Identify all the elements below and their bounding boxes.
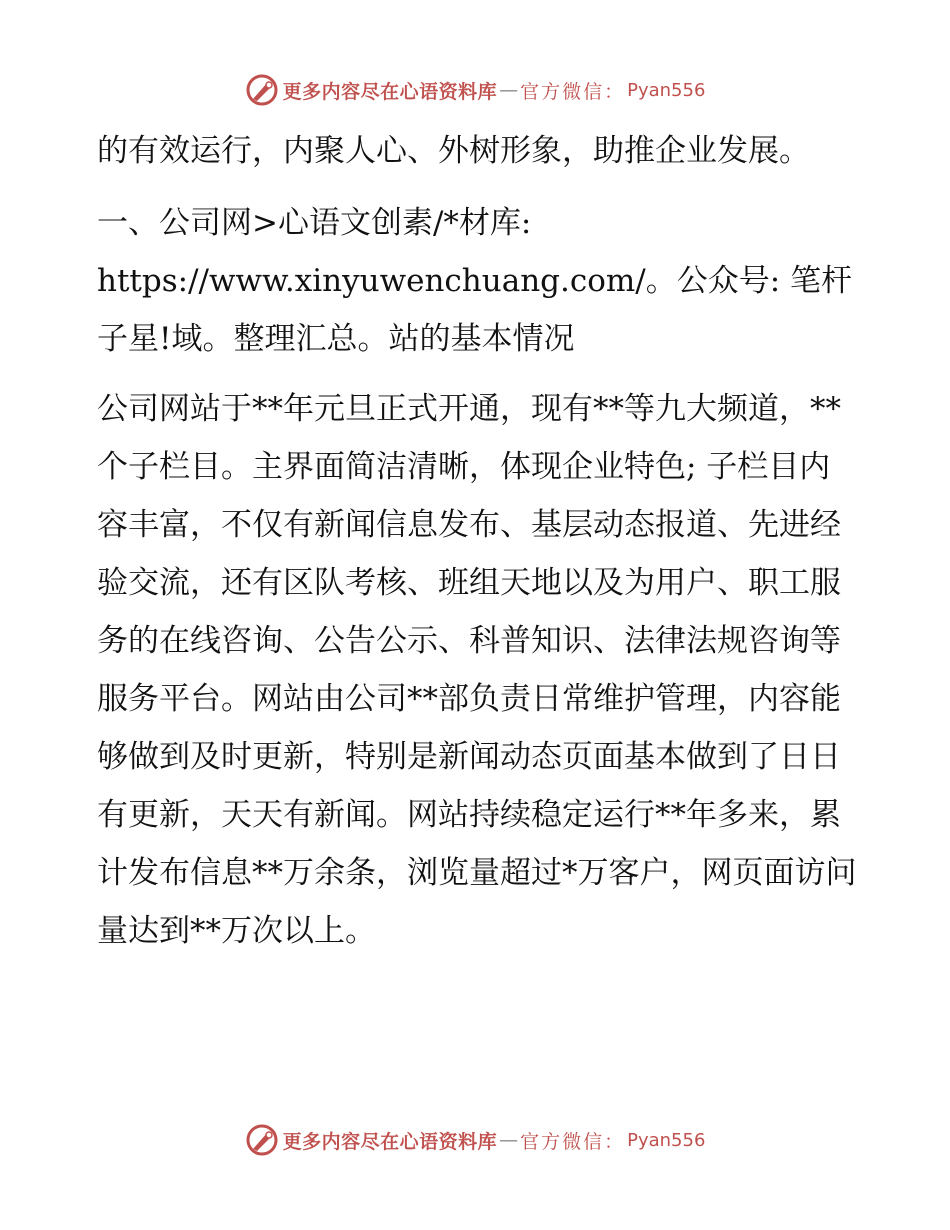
brand-logo-icon — [245, 73, 279, 107]
banner-wechat-id: Pyan556 — [627, 79, 706, 101]
banner-wechat-label: 官方微信： — [520, 80, 626, 103]
paragraph-continuation: 的有效运行，内聚人心、外树形象，助推企业发展。 — [97, 133, 810, 169]
banner-wechat-label: 官方微信： — [520, 1130, 626, 1153]
banner-separator: — — [499, 1129, 519, 1151]
banner-wechat-id: Pyan556 — [627, 1129, 706, 1151]
header-watermark — [0, 72, 950, 108]
banner-main-text: 更多内容尽在心语资料库 — [282, 80, 498, 103]
brand-logo-icon — [245, 1123, 279, 1157]
document-body — [97, 122, 857, 960]
footer-watermark — [0, 1122, 950, 1158]
section-heading: 一、公司网>心语文创素/*材库: https://www.xinyuwenchuang.com/。公众号: 笔杆子星!域。整理汇总。站的基本情况 — [97, 205, 853, 357]
paragraph-website-overview: 公司网站于**年元旦正式开通，现有**等九大频道，**个子栏目。主界面简洁清晰，体现企业特色; 子栏目内容丰富，不仅有新闻信息发布、基层动态报道、先进经验交流，还有区队考核、班组天地以及为用户、职工服务的在线咨询、公告公示、科普知识、法律法规咨询等服务平台。网站由公司**部负责日常维护管理，内容能够做到及时更新，特别是新闻动态页面基本做到了日日有更新，天天有新闻。网站持续稳定运行**年多来，累计发布信息**万余条，浏览量超过*万客户，网页面访问量达到**万次以上。 — [97, 391, 857, 949]
banner-separator: — — [499, 79, 519, 101]
banner-main-text: 更多内容尽在心语资料库 — [282, 1130, 498, 1153]
